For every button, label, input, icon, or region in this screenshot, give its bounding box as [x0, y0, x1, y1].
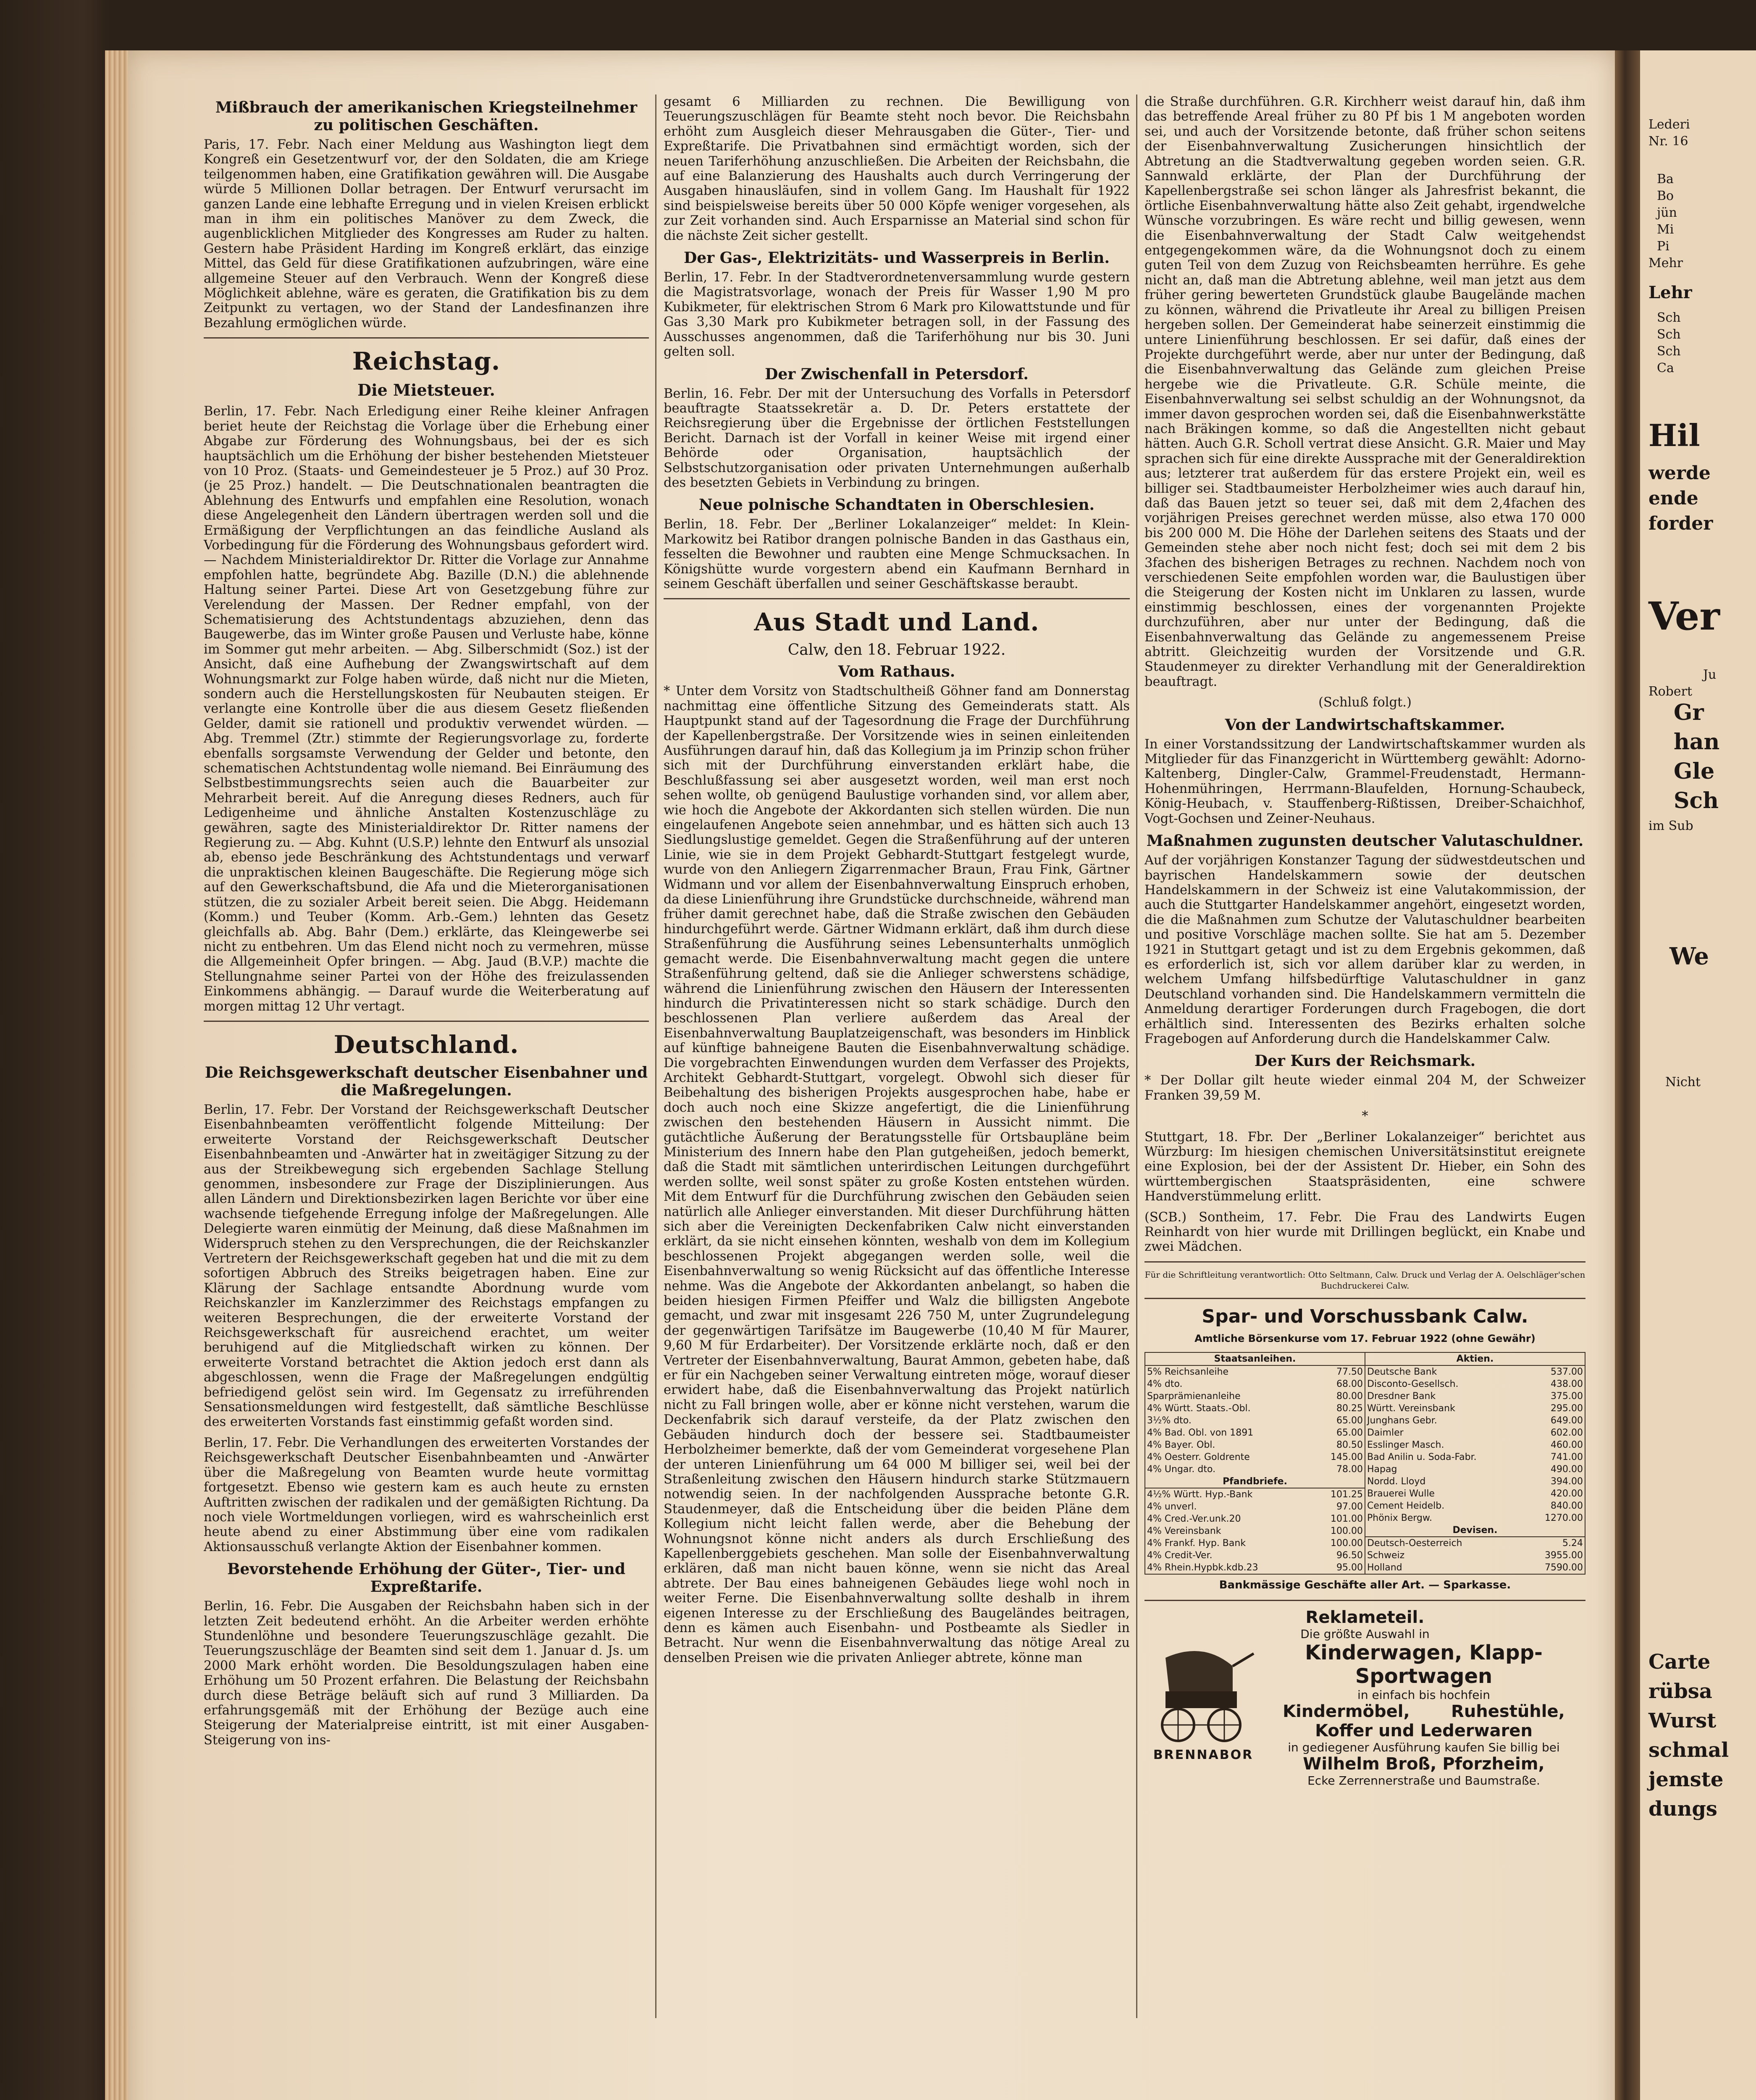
article-wuerzburg: Stuttgart, 18. Fbr. Der „Berliner Lokalanzeiger“ berichtet aus Würzburg: Im hiesigen chemischen Universitätsinstitut ereignete eine Explosion, bei der der Assistent Dr. Hieber, ein Sohn des württembergischen Staatspräsidenten, eine schwere Handverstümmelung erlitt.	[1144, 1129, 1585, 1204]
headline-mietsteuer: Die Mietsteuer.	[357, 381, 495, 400]
quote-name: Junghans Gebr.	[1367, 1415, 1437, 1426]
quote-name: 4% Cred.-Ver.unk.20	[1147, 1514, 1241, 1525]
quote-row	[1145, 1378, 1365, 1390]
headline-valutaschuldner: Maßnahmen zugunsten deutscher Valutaschuldner.	[1146, 832, 1584, 850]
quotes-section-header: Pfandbriefe.	[1145, 1475, 1365, 1488]
quotes-section-header: Devisen.	[1365, 1524, 1585, 1537]
ad-line: Ecke Zerrennerstraße und Baumstraße.	[1307, 1773, 1540, 1788]
ad-line: Kinderwagen, Klapp-Sportwagen	[1305, 1641, 1543, 1688]
quote-value: 80.00	[1336, 1391, 1363, 1402]
ad-line: in gediegener Ausführung kaufen Sie billig bei	[1288, 1740, 1560, 1754]
quote-row	[1365, 1378, 1585, 1390]
article-erhoehung: Berlin, 16. Febr. Die Ausgaben der Reichsbahn haben sich in der letzten Zeit bedeutend erhöht. An die Arbeiter werden erhöhte Stundenlöhne und besondere Teuerungszuschläge gezahlt. Die Teuerungszuschläge der Beamten sind seit dem 1. Januar d. Js. um 2000 Mark erhöht worden. Die Besoldungszulagen haben eine Erhöhung um 50 Prozent erfahren. Die Belastung der Reichsbahn durch diese Beträge beläuft sich auf rund 3 Milliarden. Da erfahrungsgemäß mit der Erhöhung der Bezüge auch eine Steigerung der Materialpreise eintritt, ist mit einer Ausgaben-Steigerung von ins-	[204, 1599, 649, 1748]
quote-value: 3955.00	[1545, 1550, 1583, 1561]
quote-row	[1145, 1513, 1365, 1525]
quote-name: 5% Reichsanleihe	[1147, 1367, 1229, 1378]
quote-value: 295.00	[1551, 1403, 1583, 1414]
quote-row	[1365, 1549, 1585, 1562]
quote-value: 649.00	[1551, 1415, 1583, 1426]
quote-row	[1365, 1512, 1585, 1524]
quote-value: 97.00	[1336, 1502, 1363, 1512]
quote-value: 537.00	[1551, 1367, 1583, 1378]
fragment-text: Gr	[1674, 700, 1704, 725]
quote-value: 602.00	[1551, 1428, 1583, 1438]
ad-line: Koffer und Lederwaren	[1315, 1721, 1533, 1740]
fragment-text: ende	[1648, 488, 1698, 509]
fragment-text: Ver	[1648, 593, 1720, 639]
quote-row	[1365, 1475, 1585, 1488]
fragment-text: Sch	[1657, 327, 1681, 342]
quote-value: 80.50	[1336, 1440, 1363, 1451]
column-rule	[655, 94, 656, 2018]
quote-name: Phönix Bergw.	[1367, 1513, 1432, 1524]
fragment-text: Pi	[1657, 239, 1669, 254]
divider	[664, 598, 1130, 599]
quote-row	[1365, 1427, 1585, 1439]
quote-name: Hapag	[1367, 1464, 1397, 1475]
advertisement-brennabor	[1144, 1608, 1585, 1788]
quote-row	[1365, 1402, 1585, 1415]
article-reichsgewerkschaft-1: Berlin, 17. Febr. Der Vorstand der Reichsgewerkschaft Deutscher Eisenbahnbeamten veröffentlicht folgende Mitteilung: Der erweiterte Vorstand der Reichsgewerkschaft Deutscher Eisenbahnbeamten und -Anwärter hat in zweitägiger Sitzung zu der aus der Streikbewegung sich ergebenden Sachlage Stellung genommen, insbesondere zur Frage der Disziplinierungen. Aus allen Ländern und Direktionsbezirken lagen Berichte vor über eine wachsende tiefgehende Erregung infolge der Maßregelungen. Alle Delegierte waren einmütig der Meinung, daß diese Maßnahmen im Widerspruch stehen zu den Versprechungen, die der Reichskanzler Vertretern der Reichsgewerkschaft gegeben hat und die mit zu dem sofortigen Abbruch des Streiks beigetragen haben. Eine zur Klärung der Sachlage entsandte Abordnung wurde vom Reichskanzler im Kanzlerzimmer des Reichstags empfangen zu weiteren Besprechungen, die der erweiterte Vorstand der Reichsgewerkschaft für ausreichend erachtet, um weiter beruhigend auf die Mitgliedschaft wirken zu können. Der erweiterte Vorstand betrachtet die Aktion jedoch erst dann als abgeschlossen, wenn die Frage der Maßregelungen endgültig befriedigend gelöst sein wird. Im Gegensatz zu irreführenden Sensationsmeldungen wird festgestellt, daß sämtliche Beschlüsse des erweiterten Vorstands fast einstimmig gefaßt worden sind.	[204, 1102, 649, 1430]
fragment-text: Lederi	[1648, 117, 1690, 132]
quote-value: 77.50	[1336, 1367, 1363, 1378]
quote-value: 80.25	[1336, 1403, 1363, 1414]
quote-row	[1145, 1451, 1365, 1463]
quote-name: 4% Credit-Ver.	[1147, 1550, 1213, 1561]
fragment-text: Sch	[1657, 310, 1681, 325]
headline-rathaus: Vom Rathaus.	[838, 663, 955, 681]
fragment-text: Ju	[1703, 667, 1717, 682]
quote-row	[1145, 1415, 1365, 1427]
quote-name: 4% Oesterr. Goldrente	[1147, 1452, 1250, 1463]
quotes-left	[1145, 1353, 1365, 1574]
quote-value: 68.00	[1336, 1379, 1363, 1390]
ad-line: Wilhelm Broß, Pforzheim,	[1303, 1754, 1545, 1774]
quote-name: 4% Vereinsbank	[1147, 1526, 1221, 1537]
divider	[1144, 1261, 1585, 1263]
fragment-text: Wurst	[1648, 1709, 1717, 1732]
quote-value: 741.00	[1551, 1452, 1583, 1463]
headline-schandtaten: Neue polnische Schandtaten in Oberschlesien.	[698, 496, 1095, 514]
quote-value: 5.24	[1562, 1538, 1583, 1549]
fragment-text: Nicht	[1665, 1075, 1701, 1089]
article-valutaschuldner: Auf der vorjährigen Konstanzer Tagung der südwestdeutschen und bayrischen Handelskammern sowie der deutschen Handelskammern in der Schweiz ist eine Valutakommission, der auch die Stuttgarter Handelskammer angehört, eingesetzt worden, die die Maßnahmen zum Schutze der Valutaschuldner bearbeiten und positive Vorschläge machen sollte. Sie hat am 5. Dezember 1921 in Stuttgart getagt und ist zu dem Ergebnis gekommen, daß es erforderlich ist, sich vor allem darüber klar zu werden, in welchem Umfang hilfsbedürftige Valutaschuldner in ganz Deutschland vorhanden sind. Die Handelskammern vermitteln die Anmeldung derartiger Forderungen durch Fragebogen, die dort erhältlich sind. Interessenten des Bezirks erhalten solche Fragebogen auf Anforderung durch die Handelskammer Calw.	[1144, 853, 1585, 1046]
quote-row	[1365, 1537, 1585, 1549]
quote-name: 4% Frankf. Hyp. Bank	[1147, 1538, 1246, 1549]
fragment-text: We	[1669, 942, 1709, 970]
fragment-text: Hil	[1648, 417, 1700, 453]
section-stadt-und-land: Aus Stadt und Land.	[754, 608, 1039, 637]
headline-reichsmark: Der Kurs der Reichsmark.	[1254, 1052, 1476, 1070]
quote-value: 438.00	[1551, 1379, 1583, 1390]
imprint: Für die Schriftleitung verantwortlich: Otto Seltmann, Calw. Druck und Verlag der A. Oelschläger'schen Buchdruckerei Calw.	[1144, 1269, 1585, 1291]
fragment-text: Sch	[1657, 344, 1681, 359]
quote-name: Deutsch-Oesterreich	[1367, 1538, 1462, 1549]
quote-value: 100.00	[1331, 1538, 1363, 1549]
ad-line: Ruhestühle,	[1451, 1701, 1565, 1721]
quote-row	[1145, 1390, 1365, 1402]
headline-erhoehung: Bevorstehende Erhöhung der Güter-, Tier- und Expreßtarife.	[227, 1560, 626, 1596]
facing-page-fragment	[1640, 50, 1756, 2100]
quote-name: 3½% dto.	[1147, 1415, 1192, 1426]
quote-value: 490.00	[1551, 1464, 1583, 1475]
quote-name: Sparprämienanleihe	[1147, 1391, 1241, 1402]
quote-value: 101.00	[1331, 1514, 1363, 1525]
quote-value: 95.00	[1336, 1562, 1363, 1573]
column-rule	[1136, 94, 1137, 2018]
quote-name: Daimler	[1367, 1428, 1404, 1438]
section-deutschland: Deutschland.	[333, 1030, 519, 1059]
quote-row	[1145, 1439, 1365, 1451]
quote-name: 4½% Württ. Hyp.-Bank	[1147, 1489, 1253, 1500]
quote-row	[1145, 1537, 1365, 1549]
quote-name: Nordd. Lloyd	[1367, 1476, 1426, 1487]
fragment-text: jemste	[1648, 1768, 1724, 1791]
schluss-folgt: (Schluß folgt.)	[1318, 695, 1412, 710]
quotes-section-header: Staatsanleihen.	[1145, 1353, 1365, 1365]
quote-row	[1365, 1439, 1585, 1451]
quote-row	[1145, 1463, 1365, 1475]
fragment-text: Carte	[1648, 1650, 1711, 1674]
article-erhoehung-continued: gesamt 6 Milliarden zu rechnen. Die Bewilligung von Teuerungszuschlägen für Beamte steht noch bevor. Die Reichsbahn erhöht zum Ausgleich dieser Mehrausgaben die Güter-, Tier- und Expreßtarife. Die Privatbahnen sind ermächtigt worden, sich der neuen Tariferhöhung anzuschließen. Die Arbeiten der Reichsbahn, die auf eine Balanzierung des Haushalts auch durch Verringerung der Ausgaben hinausläufen, sind in vollem Gang. Im Haushalt für 1922 sind beispielsweise bereits über 50 000 Köpfe weniger vorgesehen, als zur Zeit vorhanden sind. Auch Ersparnisse an Material sind schon für die nächste Zeit sicher gestellt.	[664, 94, 1130, 243]
quote-row	[1365, 1500, 1585, 1512]
article-reichsmark: * Der Dollar gilt heute wieder einmal 204 M, der Schweizer Franken 39,59 M.	[1144, 1073, 1585, 1103]
quote-row	[1145, 1488, 1365, 1501]
headline-missbrauch: Mißbrauch der amerikanischen Kriegsteilnehmer zu politischen Geschäften.	[215, 99, 638, 134]
quote-row	[1145, 1402, 1365, 1415]
quote-value: 7590.00	[1545, 1562, 1583, 1573]
quote-value: 1270.00	[1545, 1513, 1583, 1524]
quote-name: 4% Bayer. Obl.	[1147, 1440, 1215, 1451]
column-3	[1144, 94, 1585, 1788]
divider	[1144, 1600, 1585, 1601]
quote-row	[1365, 1463, 1585, 1475]
quote-value: 460.00	[1551, 1440, 1583, 1451]
fragment-text: Robert	[1648, 684, 1693, 699]
quote-row	[1145, 1549, 1365, 1562]
fragment-text: Gle	[1674, 759, 1715, 784]
fragment-text: Mi	[1657, 222, 1674, 237]
quote-value: 840.00	[1551, 1501, 1583, 1512]
book-gutter	[1615, 50, 1640, 2100]
quote-row	[1365, 1365, 1585, 1378]
article-rathaus: * Unter dem Vorsitz von Stadtschultheiß Göhner fand am Donnerstag nachmittag eine öffentliche Sitzung des Gemeinderats statt. Als Hauptpunkt stand auf der Tagesordnung die Frage der Durchführung der Kapellenbergstraße. Der Vorsitzende wies in seinen einleitenden Ausführungen darauf hin, daß das Kollegium ja im Prinzip schon früher sich mit der Durchführung einverstanden erklärt habe, die Beschlußfassung sei aber ausgesetzt worden, weil man erst noch sehen wollte, ob genügend Baulustige vorhanden sind, vor allem aber, wie hoch die Angebote der Akkordanten sich stellen würden. Die nun eingelaufenen Angebote seien annehmbar, und es hätten sich auch 13 Siedlungslustige gemeldet. Gegen die Straßenführung auf der unteren Linie, wie sie in dem Projekt Gebhardt-Stuttgart festgelegt wurde, wurde von den Anliegern Zigarrenmacher Braun, Frau Fink, Gärtner Widmann und vor allem der Eisenbahnverwaltung Einspruch erhoben, da diese Linienführung ihre Grundstücke durchschneide, während man früher damit gerechnet habe, daß die Straße zwischen den Gebäuden hindurchgeführt werde. Gärtner Widmann erklärt, daß ihm durch diese Straßenführung die Ausführung seines Lebensunterhalts unmöglich gemacht werde. Die Eisenbahnverwaltung macht gegen die untere Straßenführung geltend, daß sie die Anlieger schwerstens schädige, während die Linienführung zwischen den Häusern der Interessenten hindurch die Privatinteressen nicht so stark schädige. Durch den beschlossenen Plan verliere außerdem das Areal der Eisenbahnverwaltung Bauplatzeigenschaft, was besonders im Hinblick auf künftige bahneigene Bauten die Eisenbahnverwaltung schädige. Die vorgebrachten Einwendungen wurden dem Verfasser des Projekts, Architekt Gebhardt-Stuttgart, vorgelegt. Obwohl sich dieser für Beibehaltung des bisherigen Projekts ausgesprochen habe, habe er doch auch noch eine Skizze angefertigt, die die Linienführung zwischen den bestehenden Häusern in Aussicht nimmt. Die gutächtliche Äußerung der Beratungsstelle für Ortsbaupläne beim Ministerium des Innern habe den Plan gutgeheißen, jedoch bemerkt, daß die Stadt mit sämtlichen unterirdischen Leitungen durchgeführt werden sollte, weil sonst später zu große Kosten entstehen würden. Mit dem Entwurf für die Durchführung zwischen den Gebäuden seien natürlich alle Anlieger einverstanden. Mit dieser Durchführung hätten sich aber die Vereinigten Deckenfabriken Calw nicht einverstanden erklärt, da sie nicht einsehen könnten, weshalb von dem im Kollegium beschlossenen Projekt abgegangen werden solle, weil die Eisenbahnverwaltung so wenig Rücksicht auf das öffentliche Interesse nehme. Was die Angebote der Akkordanten anbelangt, so haben die beiden hiesigen Firmen Pfeiffer und Walz die billigsten Angebote gemacht, und zwar mit insgesamt 226 750 M, unter Zugrundelegung der gegenwärtigen Tarifsätze im Baugewerbe (10,40 M für Maurer, 9,60 M für Erdarbeiter). Der Vorsitzende erklärte noch, daß er den Vertreter der Eisenbahnverwaltung, Baurat Ammon, gebeten habe, daß er für ein Nachgeben seiner Verwaltung eintreten möge, worauf dieser erwidert habe, daß die Eisenbahnverwaltung das Projekt natürlich nicht zu Fall bringen wolle, aber er könne nicht verstehen, warum die Deckenfabrik sich darauf versteife, da der Platz zwischen den Gebäuden hindurch doch der bessere sei. Stadtbaumeister Herbolzheimer bemerkte, daß der vom Gemeinderat vorgesehene Plan der unteren Linienführung um 64 000 M billiger sei, weil bei der Straßenleitung zwischen den Häusern hindurch starke Stützmauern notwendig seien. In der nachfolgenden Aussprache betonte G.R. Staudenmeyer, daß die Entscheidung über die beiden Pläne dem Kollegium nicht leicht fallen werde, aber die Behebung der Wohnungsnot könne nicht anders als durch Erschließung des Kapellenberggebiets geschehen. Man solle der Eisenbahnverwaltung erklären, daß man nicht bauen könne, wenn sie nicht das Areal abtrete. Der Bau eines bahneigenen Gebäudes liege wohl noch in weiter Ferne. Die Eisenbahnverwaltung sollte deshalb in ihrem eigenen Interesse zu der Erschließung des Baugeländes beitragen, denn es kämen auch Eisenbahn- und Postbeamte als Siedler in Betracht. Nur wenn die Eisenbahnverwaltung das nötige Areal zu denselben Preisen wie die privaten Anlieger abtrete, könne man	[664, 684, 1130, 1665]
section-reichstag: Reichstag.	[352, 347, 501, 376]
fragment-text: Sch	[1674, 788, 1719, 814]
quote-name: 4% dto.	[1147, 1379, 1183, 1390]
quote-name: Württ. Vereinsbank	[1367, 1403, 1455, 1414]
divider	[204, 1021, 649, 1022]
headline-zwischenfall: Der Zwischenfall in Petersdorf.	[765, 365, 1029, 383]
quote-name: Esslinger Masch.	[1367, 1440, 1444, 1451]
ad-line: in einfach bis hochfein	[1357, 1688, 1490, 1702]
headline-reichsgewerkschaft: Die Reichsgewerkschaft deutscher Eisenbahner und die Maßregelungen.	[205, 1063, 648, 1099]
fragment-text: jün	[1657, 205, 1677, 220]
divider	[204, 337, 649, 339]
quote-value: 145.00	[1331, 1452, 1363, 1463]
fragment-text: dungs	[1648, 1797, 1717, 1821]
fragment-text: schmal	[1648, 1738, 1729, 1762]
fragment-text: han	[1674, 729, 1720, 755]
article-gaspreis: Berlin, 17. Febr. In der Stadtverordnetenversammlung wurde gestern die Magistratsvorlage, wonach der Preis für Wasser 1,90 M pro Kubikmeter, für elektrischen Strom 6 Mark pro Kilowattstunde und für Gas 3,30 Mark pro Kubikmeter betragen soll, in der Fassung des Ausschusses angenommen, daß die Tariferhöhung nur bis 30. Juni gelten soll.	[664, 270, 1130, 360]
article-zwischenfall: Berlin, 16. Febr. Der mit der Untersuchung des Vorfalls in Petersdorf beauftragte Staatssekretär a. D. Dr. Peters erstattete der Reichsregierung über die Ergebnisse der örtlichen Feststellungen Bericht. Darnach ist der Vorfall in keiner Weise mit irgend einer Behörde oder Organisation, hauptsächlich der Selbstschutzorganisation oder privaten Unternehmungen außerhalb des besetzten Gebiets in Verbindung zu bringen.	[664, 386, 1130, 490]
quote-row	[1365, 1415, 1585, 1427]
article-sontheim: (SCB.) Sontheim, 17. Febr. Die Frau des Landwirts Eugen Reinhardt von hier wurde mit Drillingen beglückt, ein Knabe und zwei Mädchen.	[1144, 1210, 1585, 1255]
bank-footer: Bankmässige Geschäfte aller Art. — Sparkasse.	[1219, 1579, 1511, 1592]
bank-title: Spar- und Vorschussbank Calw.	[1202, 1305, 1528, 1327]
quote-row	[1145, 1501, 1365, 1513]
quote-name: Holland	[1367, 1562, 1402, 1573]
headline-landwirtschaftskammer: Von der Landwirtschaftskammer.	[1225, 716, 1505, 734]
divider	[1144, 1298, 1585, 1299]
quote-row	[1365, 1451, 1585, 1463]
quote-name: 4% Bad. Obl. von 1891	[1147, 1428, 1254, 1438]
quote-name: 4% Ungar. dto.	[1147, 1464, 1216, 1475]
quote-name: Deutsche Bank	[1367, 1367, 1437, 1378]
quote-name: Cement Heidelb.	[1367, 1501, 1445, 1512]
fragment-text: Nr. 16	[1648, 134, 1688, 149]
quote-row	[1365, 1390, 1585, 1402]
fragment-text: Lehr	[1648, 283, 1692, 302]
bank-subtitle: Amtliche Börsenkurse vom 17. Februar 1922 (ohne Gewähr)	[1194, 1332, 1536, 1344]
quote-value: 65.00	[1336, 1415, 1363, 1426]
quote-name: Schweiz	[1367, 1550, 1405, 1561]
quotes-right	[1365, 1353, 1585, 1574]
ad-line: Die größte Auswahl in	[1300, 1627, 1430, 1641]
column-2	[664, 94, 1130, 1671]
quote-value: 101.25	[1331, 1489, 1363, 1500]
dateline: Calw, den 18. Februar 1922.	[787, 641, 1006, 659]
headline-gaspreis: Der Gas-, Elektrizitäts- und Wasserpreis in Berlin.	[684, 249, 1110, 267]
quote-name: Brauerei Wulle	[1367, 1488, 1435, 1499]
article-rathaus-continued: die Straße durchführen. G.R. Kirchherr weist darauf hin, daß ihm das betreffende Areal früher zu 80 Pf bis 1 M angeboten worden sei, und auch der Vorsitzende betonte, daß früher schon seitens der Eisenbahnverwaltung Zusicherungen hinsichtlich der Abtretung an die Stadtverwaltung gegeben worden seien. G.R. Sannwald erklärte, der Plan der Durchführung der Kapellenbergstraße sei schon länger als Jahresfrist bekannt, die örtliche Eisenbahnverwaltung hätte also Zeit gehabt, irgendwelche Wünsche vorzubringen. Es wäre recht und billig gewesen, wenn die Eisenbahnverwaltung der Stadt Calw weitgehendst entgegengekommen wäre, da die Wohnungsnot doch zu einem guten Teil von dem Zuzug von Reichsbeamten herrühre. Es gehe nicht an, daß man die Abtretung ablehne, weil man jetzt aus dem früher gering bewerteten Grundstück glaube Baugelände machen zu können, während die Privatleute ihr Areal zu billigen Preisen hergeben sollen. Der Gemeinderat habe seinerzeit einstimmig die untere Linienführung beschlossen. Er sei dafür, daß eines der Projekte durchgeführt werde, aber nur unter der Bedingung, daß die Eisenbahnverwaltung das Gelände zum gleichen Preise hergebe wie die Privatleute. G.R. Schüle meinte, die Eisenbahnverwaltung sei selbst schuldig an der Wohnungsnot, da immer davon gesprochen worden sei, daß die Eisenbahnwerkstätte nach Bräkingen komme, so daß die Angestellten nicht gebaut hätten. Auch G.R. Scholl vertrat diese Ansicht. G.R. Maier und May sprachen sich für eine direkte Aussprache mit der Generaldirektion aus; letzterer trat außerdem für das erstere Projekt ein, weil es billiger sei. Stadtbaumeister Herbolzheimer wies auch darauf hin, daß das Bauen jetzt so teuer sei, daß mit dem 2,4fachen des vorjährigen Preises gerechnet werden müsse, also etwa 170 000 bis 200 000 M. Die Höhe der Darlehen seitens des Staats und der Gemeinden stehe aber noch nicht fest; doch sei mit dem 2 bis 3fachen des bisherigen Betrages zu rechnen. Nachdem noch von verschiedenen Seite empfohlen worden war, die Baulustigen über die Steigerung der Kosten nicht im Unklaren zu lassen, wurde einstimmig beschlossen, eines der vorgenannten Projekte durchzuführen, aber nur unter der Bedingung, daß die Eisenbahnverwaltung das Gelände zu angemessenem Preise abtritt. Gleichzeitig wurden der Vorsitzende und G.R. Staudenmeyer zu direkter Verhandlung mit der Generaldirektion beauftragt.	[1144, 94, 1585, 689]
quote-row	[1145, 1365, 1365, 1378]
quote-value: 375.00	[1551, 1391, 1583, 1402]
quote-row	[1145, 1525, 1365, 1537]
article-schandtaten: Berlin, 18. Febr. Der „Berliner Lokalanzeiger“ meldet: In Klein-Markowitz bei Ratibor drangen polnische Banden in das Gasthaus ein, fesselten die Bewohner und raubten eine Menge Schmucksachen. In Königshütte wurde vorgestern abend ein Kaufmann Bernhard in seinem Geschäft überfallen und seiner Geschäftskasse beraubt.	[664, 517, 1130, 591]
article-mietsteuer: Berlin, 17. Febr. Nach Erledigung einer Reihe kleiner Anfragen beriet heute der Reichstag die Vorlage über die Erhebung einer Abgabe zur Förderung des Wohnungsbaus, bei der es sich hauptsächlich um die Erhöhung der bisher bestehenden Mietsteuer von 10 Proz. (Staats- und Gemeindesteuer je 5 Proz.) auf 30 Proz. (je 25 Proz.) handelt. — Die Deutschnationalen beantragten die Ablehnung des Entwurfs und empfahlen eine Resolution, wonach diese Angelegenheit den Ländern übertragen werden soll und die Ermäßigung der Verpflichtungen an das feindliche Ausland als Vorbedingung für die Förderung des Wohnungsbaus gefordert wird. — Nachdem Ministerialdirektor Dr. Ritter die Vorlage zur Annahme empfohlen hatte, begründete Abg. Bazille (D.N.) die ablehnende Haltung seiner Partei. Diese Art von Gesetzgebung führe zur Verelendung der Massen. Der Redner empfahl, von der Schematisierung des Achtstundentags abzuziehen, denn das Baugewerbe, das im Winter große Pausen und Verluste habe, könne im Sommer gut mehr arbeiten. — Abg. Silberschmidt (Soz.) ist der Ansicht, daß eine Aufhebung der Zwangswirtschaft auf dem Wohnungsmarkt zur Folge haben würde, daß nicht nur die Mieten, sondern auch die Herstellungskosten für Neubauten steigen. Er verlangte eine Kontrolle über die aus diesem Gesetz fließenden Gelder, damit sie rationell und produktiv verwendet würden. — Abg. Tremmel (Ztr.) stimmte der Regierungsvorlage zu, forderte ebenfalls sorgsamste Verwendung der Gelder und betonte, den schematischen Achtstundentag wolle niemand. Bei Einräumung des Selbstbestimmungsrechts seien auch die Bauarbeiter zur Mehrarbeit bereit. Auf die Anregung dieses Redners, auch für Ledigenheime und ähnliche Anstalten Kostenzuschläge zu gewähren, sagte des Ministerialdirektor Dr. Ritter namens der Regierung zu. — Abg. Kuhnt (U.S.P.) lehnte den Entwurf als unsozial ab, ebenso jede Beschränkung des Achtstundentags und verwarf die unpraktischen kleinen Baugeschäfte. Die Regierung möge sich auf den Gewerkschaftsbund, die Afa und die Mieterorganisationen stützen, die zu sozialer Arbeit bereit seien. Die Abgg. Heidemann (Komm.) und Teuber (Komm. Arb.-Gem.) lehnten das Gesetz gleichfalls ab. Abg. Bahr (Dem.) erklärte, das Kleingewerbe sei nicht zu entbehren. Um das Elend nicht noch zu vermehren, müsse die Allgemeinheit Opfer bringen. — Abg. Jaud (B.V.P.) machte die Stellungnahme seiner Partei von der Höhe des freizulassenden Einkommens abhängig. — Darauf wurde die Weiterberatung auf morgen mittag 12 Uhr vertagt.	[204, 404, 649, 1014]
ad-line: Kindermöbel,	[1283, 1701, 1410, 1721]
stock-quotes-table	[1144, 1352, 1585, 1575]
quote-row	[1365, 1488, 1585, 1500]
quote-row	[1145, 1562, 1365, 1574]
quote-name: Disconto-Gesellsch.	[1367, 1379, 1459, 1390]
fragment-text: Ba	[1657, 172, 1674, 186]
article-reichsgewerkschaft-2: Berlin, 17. Febr. Die Verhandlungen des erweiterten Vorstandes der Reichsgewerkschaft Deutscher Eisenbahnbeamten und -Anwärter über die Maßregelung von Beamten wurde heute vormittag fortgesetzt. Ebenso wie gestern kam es auch heute zu ernsten Auftritten zwischen der radikalen und der gemäßigten Richtung. Da noch viele Wortmeldungen vorliegen, wird es wahrscheinlich erst heute abend zu einer Abstimmung über eine vom radikalen Aktionsausschuß verlangte Aktion der Eisenbahner kommen.	[204, 1435, 649, 1554]
quote-value: 96.50	[1336, 1550, 1363, 1561]
separator-star: *	[1362, 1109, 1368, 1124]
quote-name: Bad Anilin u. Soda-Fabr.	[1367, 1452, 1477, 1463]
quote-name: Dresdner Bank	[1367, 1391, 1436, 1402]
article-landwirtschaftskammer: In einer Vorstandssitzung der Landwirtschaftskammer wurden als Mitglieder für das Finanzgericht in Württemberg gewählt: Adorno-Kaltenberg, Dingler-Calw, Grammel-Freudenstadt, Hermann-Hohenmühringen, Herrmann-Blaufelden, Hornung-Schaubeck, König-Heubach, v. Stauffenberg-Rißtissen, Dreiber-Schaichhof, Vogt-Gochsen und Zeiner-Neuhaus.	[1144, 737, 1585, 826]
fragment-text: Bo	[1657, 189, 1674, 203]
quote-value: 78.00	[1336, 1464, 1363, 1475]
quote-name: 4% unverl.	[1147, 1502, 1197, 1512]
quote-name: 4% Rhein.Hypbk.kdb.23	[1147, 1562, 1258, 1573]
quote-value: 100.00	[1331, 1526, 1363, 1537]
fragment-text: werde	[1648, 462, 1711, 484]
quotes-section-header: Aktien.	[1365, 1353, 1585, 1365]
quote-row	[1145, 1427, 1365, 1439]
fragment-text: Ca	[1657, 361, 1674, 375]
fragment-text: rübsa	[1648, 1680, 1712, 1703]
column-1	[204, 94, 649, 1754]
fragment-text: Mehr	[1648, 256, 1683, 270]
fragment-text: im Sub	[1648, 819, 1693, 833]
quote-value: 394.00	[1551, 1476, 1583, 1487]
ad-header: Reklameteil.	[1305, 1607, 1425, 1627]
fragment-text: forder	[1648, 513, 1713, 534]
article-missbrauch: Paris, 17. Febr. Nach einer Meldung aus Washington liegt dem Kongreß ein Gesetzentwurf vor, der den Soldaten, die am Kriege teilgenommen haben, eine Gratifikation gewähren will. Die Ausgabe würde 5 Millionen Dollar betragen. Der Entwurf verursacht im ganzen Lande eine lebhafte Erregung und in vielen Kreisen erblickt man in ihm ein politisches Manöver zu dem Zweck, die augenblicklichen Mitglieder des Kongresses am Ruder zu halten. Gestern habe Präsident Harding im Kongreß erklärt, das einzige Mittel, das Geld für diese Gratifikationen aufzubringen, wäre eine allgemeine Steuer auf den Verbrauch. Wenn der Kongreß diese Möglichkeit ablehne, wäre es geraten, die Gratifikation bis zu dem Zeitpunkt zu vertagen, wo der Stand der Landesfinanzen ihre Bezahlung ermöglichen würde.	[204, 137, 649, 331]
quote-row	[1365, 1562, 1585, 1574]
quote-value: 420.00	[1551, 1488, 1583, 1499]
quote-value: 65.00	[1336, 1428, 1363, 1438]
ad-brand: BRENNABOR	[1153, 1747, 1254, 1762]
pram-illustration-icon	[1149, 1641, 1258, 1746]
quote-name: 4% Württ. Staats.-Obl.	[1147, 1403, 1251, 1414]
